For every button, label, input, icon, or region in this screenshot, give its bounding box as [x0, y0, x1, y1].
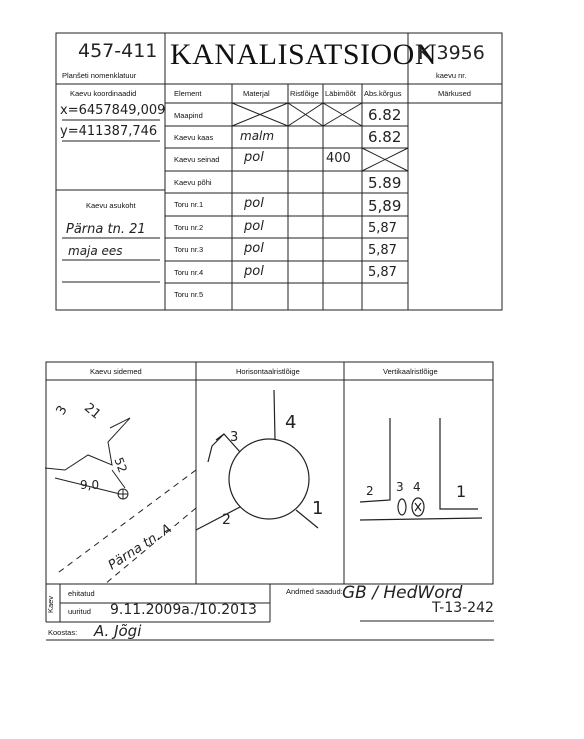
row-element: Toru nr.5 — [174, 290, 204, 299]
location-label: Kaevu asukoht — [86, 201, 136, 210]
reference-number: T-13-242 — [432, 600, 494, 616]
coords-label: Kaevu koordinaadid — [70, 89, 137, 98]
row-material: pol — [244, 241, 264, 256]
andmed-value: GB / HedWord — [342, 583, 463, 603]
row-abs-height: 5,87 — [368, 221, 397, 236]
pipe-label: 3 — [230, 430, 239, 445]
row-abs-height: 6.82 — [368, 106, 402, 124]
row-element: Kaevu kaas — [174, 133, 214, 142]
sheet-number: 457-411 — [78, 40, 158, 62]
sketch-label: 9,0 — [80, 478, 100, 492]
form-title: KANALISATSIOON — [170, 38, 437, 71]
col-element: Element — [174, 89, 202, 98]
pipe-label: 4 — [413, 480, 421, 494]
street-label: Pärna tn. A — [105, 521, 175, 574]
pipe-label: 1 — [456, 482, 467, 501]
col-labimoot: Läbimõõt — [325, 89, 356, 98]
row-material: malm — [240, 129, 275, 143]
row-element: Kaevu põhi — [174, 178, 212, 187]
pipe-label: 1 — [312, 498, 324, 519]
koostas-label: Koostas: — [48, 628, 78, 637]
row-diameter: 400 — [326, 151, 351, 166]
sheet-label: Planšeti nomenklatuur — [62, 71, 137, 80]
andmed-label: Andmed saadud: — [286, 587, 343, 596]
row-material: pol — [244, 150, 264, 165]
vertical-section — [360, 418, 482, 520]
sketch-label: 3 — [53, 403, 71, 418]
row-material: pol — [244, 219, 264, 234]
ehitatud-label: ehitatud — [68, 589, 95, 598]
row-material: pol — [244, 264, 264, 279]
uuritud-label: uuritud — [68, 607, 91, 616]
row-abs-height: 5.89 — [368, 174, 402, 192]
koostas-value: A. Jõgi — [94, 622, 142, 640]
col-markused: Märkused — [438, 89, 471, 98]
pipe-label: 2 — [222, 512, 231, 528]
pipe-label: 4 — [285, 412, 297, 433]
row-abs-height: 5,87 — [368, 265, 397, 280]
col-abs: Abs.kõrgus — [364, 89, 402, 98]
pipe-label: 2 — [366, 484, 374, 498]
row-material: pol — [244, 196, 264, 211]
well-number: K 3956 — [418, 42, 485, 64]
row-abs-height: 6.82 — [368, 128, 402, 146]
horizontal-section — [196, 390, 318, 530]
row-element: Toru nr.2 — [174, 223, 204, 232]
row-element: Toru nr.3 — [174, 245, 204, 254]
row-abs-height: 5,87 — [368, 243, 397, 258]
well-label: kaevu nr. — [436, 71, 467, 80]
sketch-label: 21 — [81, 400, 104, 423]
footer-side-label: Kaev — [46, 595, 56, 614]
coord-y: y=411387,746 — [60, 124, 158, 139]
location-note: maja ees — [68, 244, 123, 258]
row-abs-height: 5,89 — [368, 197, 402, 215]
sketch-label: 52 — [111, 455, 130, 475]
diagram-title-horizontal: Horisontaalristlõige — [236, 367, 300, 376]
diagram-title-connections: Kaevu sidemed — [90, 367, 142, 376]
diagram-title-vertical: Vertikaalristlõige — [383, 367, 438, 376]
row-element: Maapind — [174, 111, 203, 120]
pipe-label: 3 — [396, 480, 404, 494]
col-materjal: Materjal — [243, 89, 270, 98]
location-street: Pärna tn. 21 — [66, 222, 146, 237]
coord-x: x=6457849,009 — [60, 103, 166, 118]
row-element: Kaevu seinad — [174, 155, 220, 164]
row-element: Toru nr.4 — [174, 268, 204, 277]
row-element: Toru nr.1 — [174, 200, 204, 209]
col-ristloige: Ristlõige — [290, 89, 319, 98]
uuritud-value: 9.11.2009a./10.2013 — [110, 602, 257, 618]
